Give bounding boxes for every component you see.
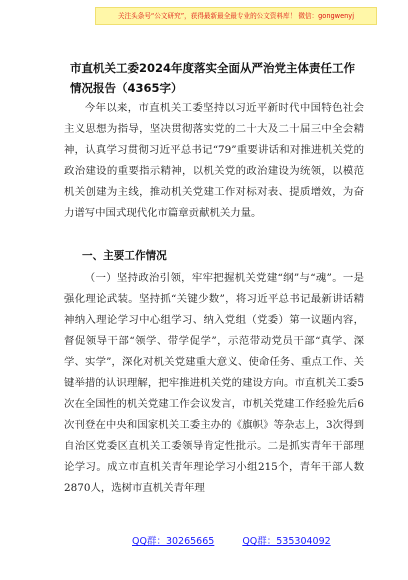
qq-group-link-1[interactable]: QQ群：30265665 — [132, 536, 215, 547]
qq-group-link-2[interactable]: QQ群：535304092 — [242, 536, 331, 547]
section-heading: 一、主要工作情况 — [82, 250, 167, 262]
section-body-text: （一）坚持政治引领，牢牢把握机关党建“纲”与“魂”。一是强化理论武装。坚持抓“关键少数”，将习近平总书记最新讲话精神纳入理论学习中心组学习、纳入党组（党委）第一议题内容，督促领导干部“领学、带学促学”，示范带动党员干部“真学、深学、实学”，深化对机关党建重大意义、使命任务、重点工作、关键举措的认识理解，把牢推进机关党的建设方向。市直机关工委5次在全国性的机关党建工作会议发言，市机关党建工作经验先后6次刊登在中央和国家机关工委主办的《旗帜》等杂志上，3次得到自治区党委区直机关工委领导肯定性批示。二是抓实青年干部理论学习。成立市直机关青年理论学习小组215个，青年干部人数2870人，选树市直机关青年理 — [64, 272, 364, 494]
document-title: 市直机关工委2024年度落实全面从严治党主体责任工作情况报告（4365字） — [70, 61, 356, 95]
intro-paragraph — [64, 98, 364, 224]
qq-footer — [132, 535, 331, 549]
intro-text: 今年以来，市直机关工委坚持以习近平新时代中国特色社会主义思想为指导，坚决贯彻落实党的二十大及二十届三中全会精神，认真学习贯彻习近平总书记“79”重要讲话和对推进机关党的政治建设的重要指示精神，以机关党的政治建设为统领，以模范机关创建为主线，推动机关党建工作对标对表、提质增效，为奋力谱写中国式现代化市篇章贡献机关力量。 — [64, 102, 364, 219]
top-banner: 关注头条号“公文研究”，获得最新最全最专业的公文资料库！ 微信：gongwenyj — [95, 7, 377, 25]
section-body-paragraph — [64, 268, 364, 499]
